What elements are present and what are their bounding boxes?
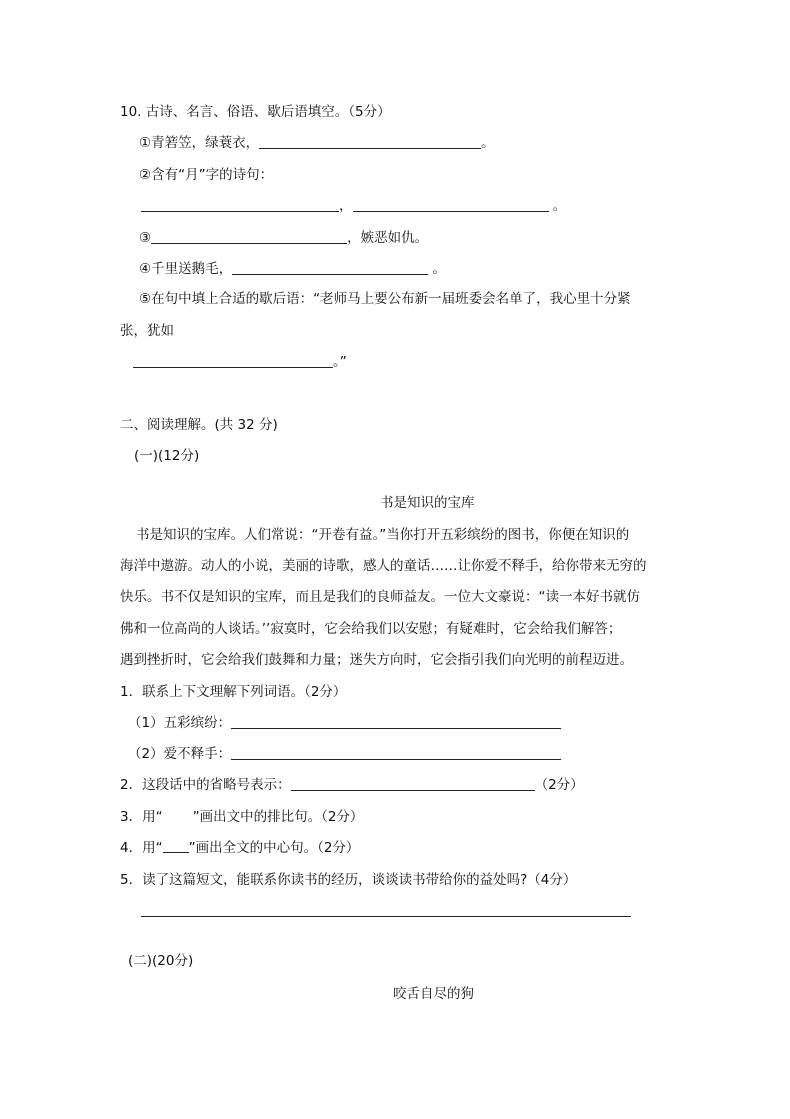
answer-blank[interactable] <box>353 197 549 212</box>
passage-line: 海洋中遨游。动人的小说，美丽的诗歌，感人的童话……让你爱不释手，给你带来无穷的 <box>120 558 647 574</box>
answer-blank[interactable] <box>291 776 535 791</box>
q10-item4: ④千里送鹅毛， 。 <box>139 261 446 277</box>
q10-item3: ③ ，嫉恶如仇。 <box>139 230 429 246</box>
answer-blank[interactable] <box>232 260 428 275</box>
question-1: 1．联系上下文理解下列词语。（2分） <box>120 684 347 700</box>
question-1-1: （1）五彩缤纷： <box>128 714 561 732</box>
answer-blank[interactable] <box>259 134 481 149</box>
answer-blank[interactable] <box>141 197 339 212</box>
passage2-title: 咬舌自尽的狗 <box>393 986 474 1002</box>
question-1-2: （2）爱不释手： <box>128 745 561 763</box>
answer-blank[interactable] <box>133 353 333 368</box>
passage-line: 快乐。书不仅是知识的宝库，而且是我们的良师益友。一位大文豪说：“读一本好书就仿 <box>120 589 640 605</box>
q10-item5-line2: 张，犹如 <box>120 323 174 339</box>
question-4: 4．用“ ”画出全文的中心句。（2分） <box>120 840 360 856</box>
q10-title: 10. 古诗、名言、俗语、歇后语填空。（5分） <box>120 104 391 120</box>
underline-mark <box>163 839 189 853</box>
answer-blank[interactable] <box>231 714 561 729</box>
q10-item2-blanks: ， 。 <box>141 197 566 215</box>
question-2: 2．这段话中的省略号表示： （2分） <box>120 777 584 793</box>
passage-line: 佛和一位高尚的人谈话。’’寂寞时，它会给我们以安慰；有疑难时，它会给我们解答； <box>120 621 622 637</box>
answer-blank[interactable] <box>231 745 561 760</box>
section-title: 二、阅读理解。(共 32 分) <box>120 417 278 433</box>
part1-label: (一)(12分) <box>134 448 200 464</box>
passage-line: 遇到挫折时，它会给我们鼓舞和力量；迷失方向时，它会指引我们向光明的前程迈进。 <box>120 652 633 668</box>
answer-line[interactable] <box>141 916 631 917</box>
passage-title: 书是知识的宝库 <box>380 495 475 511</box>
part2-label: (二)(20分) <box>128 953 194 969</box>
question-5: 5．读了这篇短文，能联系你读书的经历，谈谈读书带给你的益处吗?（4分） <box>120 872 577 888</box>
question-3: 3．用“ ”画出文中的排比句。（2分） <box>120 809 364 825</box>
passage-line: 书是知识的宝库。人们常说：“开卷有益。”当你打开五彩缤纷的图书，你便在知识的 <box>136 527 630 543</box>
q10-item5-line3: 。” <box>133 353 347 371</box>
q10-item5-line1: ⑤在句中填上合适的歇后语：“老师马上要公布新一届班委会名单了，我心里十分紧 <box>139 291 631 307</box>
answer-blank[interactable] <box>151 229 347 244</box>
q10-item1: ①青箬笠，绿蓑衣， 。 <box>139 135 495 151</box>
q10-item2: ②含有“月”字的诗句： <box>139 167 274 183</box>
